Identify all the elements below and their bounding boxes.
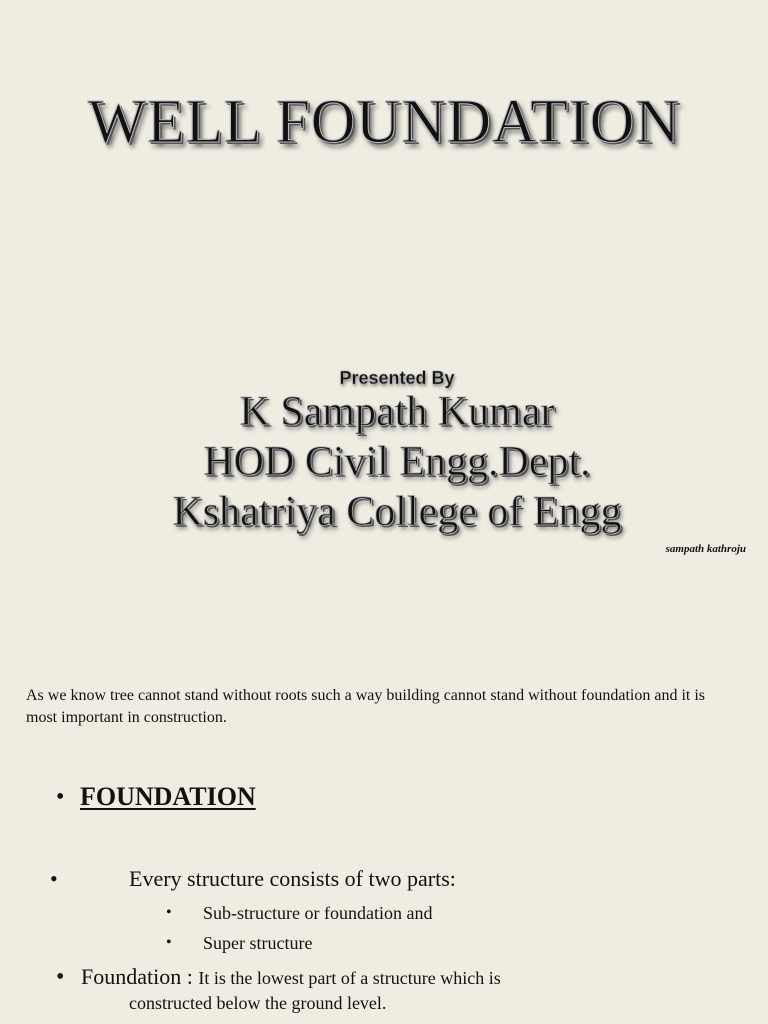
structure-parts-text: Every structure consists of two parts: <box>129 866 456 891</box>
sub-bullet-superstructure <box>0 932 768 956</box>
author-watermark: sampath kathroju <box>665 543 746 555</box>
bullet-structure-parts <box>0 864 768 896</box>
presenter-designation: HOD Civil Engg.Dept. <box>203 439 591 485</box>
bullet-icon: • <box>56 784 65 810</box>
substructure-text: Sub-structure or foundation and <box>203 903 433 923</box>
definition-continuation: constructed below the ground level. <box>129 993 387 1013</box>
slide-title: WELL FOUNDATION <box>87 88 681 156</box>
sub-bullet-substructure <box>0 902 768 926</box>
foundation-heading: FOUNDATION <box>80 782 256 811</box>
sub-bullet-icon: • <box>166 904 172 921</box>
content-slide <box>0 640 768 1024</box>
bullet-foundation-definition <box>0 962 768 1018</box>
superstructure-text: Super structure <box>203 933 313 953</box>
intro-paragraph: As we know tree cannot stand without roots such a way building cannot stand without foundation and it is most important in construction. <box>26 687 705 726</box>
sub-bullet-icon: • <box>166 934 172 951</box>
bullet-foundation-heading <box>0 780 768 816</box>
definition-text: It is the lowest part of a structure which is <box>198 968 501 988</box>
bullet-icon: • <box>56 964 65 990</box>
presenter-name: K Sampath Kumar <box>239 389 555 435</box>
definition-term: Foundation : <box>81 964 193 989</box>
presented-by-label: Presented By <box>339 368 455 388</box>
presenter-college: Kshatriya College of Engg <box>172 489 622 535</box>
bullet-icon: • <box>50 866 58 891</box>
definition-line <box>81 962 501 993</box>
